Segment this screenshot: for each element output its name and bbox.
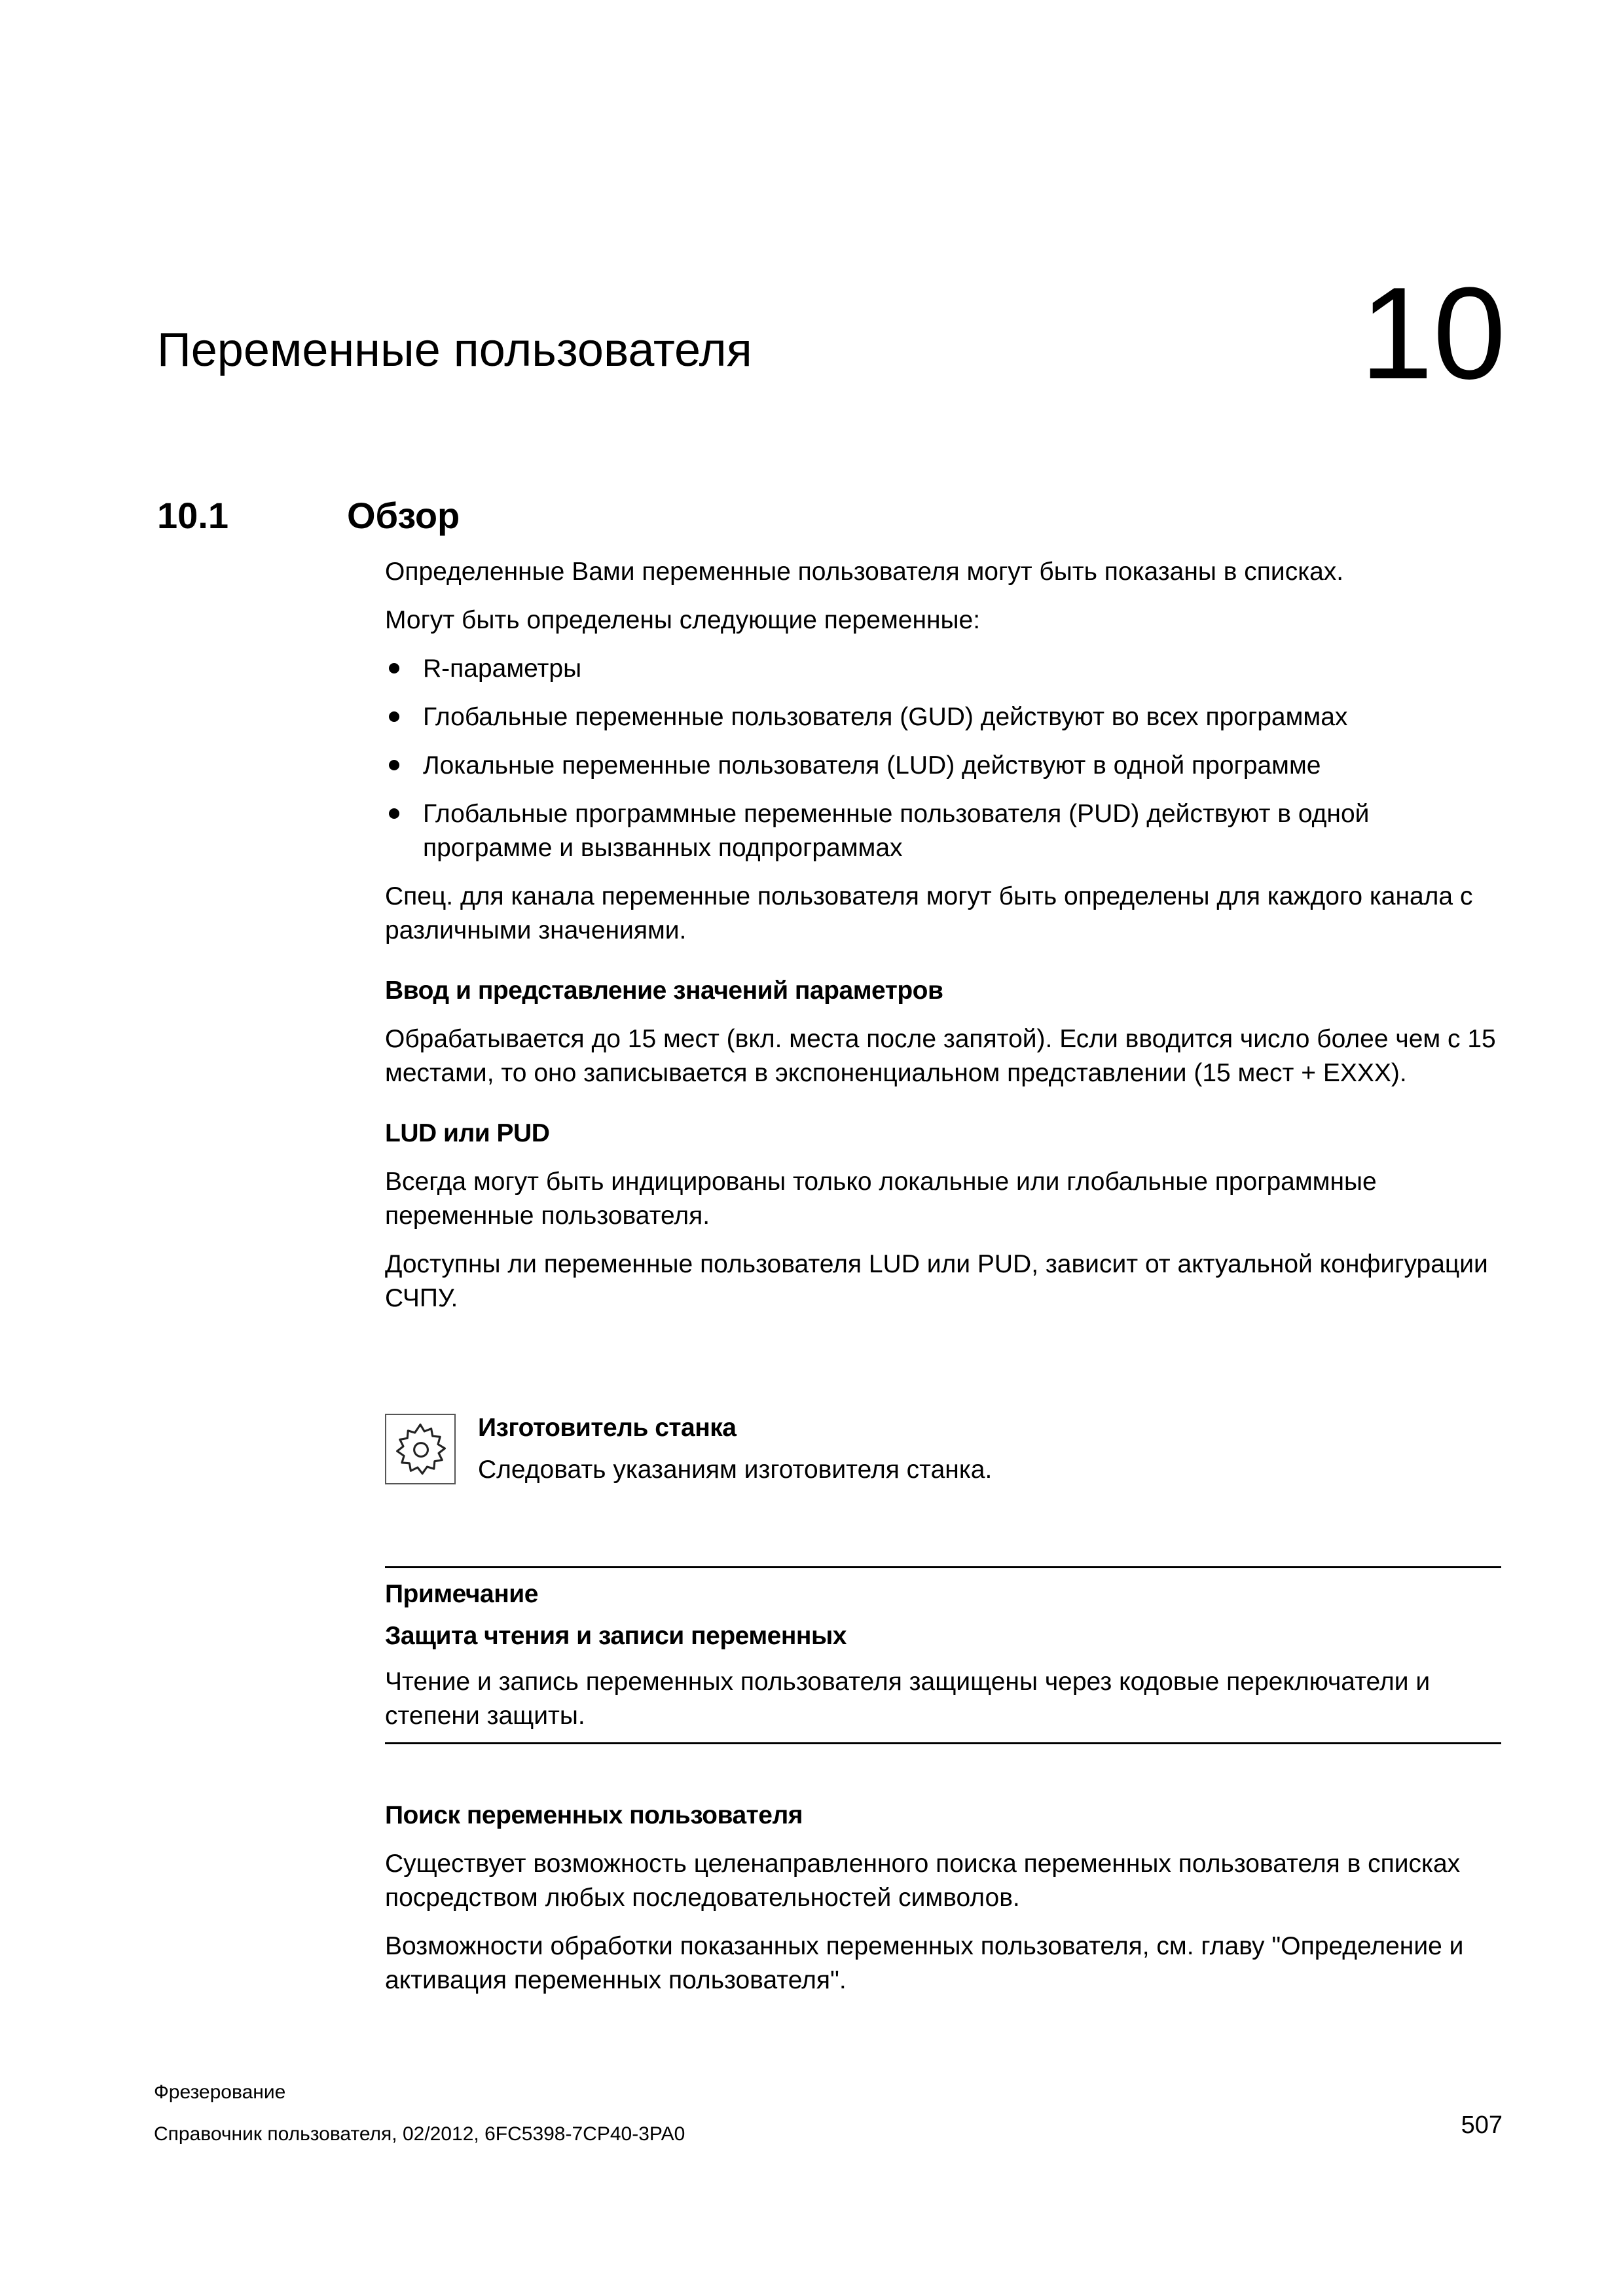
manufacturer-text xyxy=(478,1407,992,1491)
search-paragraph: Существует возможность целенаправленного поиска переменных пользователя в списках посредством любых последовательностей символов. xyxy=(385,1850,1461,1912)
note-box xyxy=(385,1566,1501,1744)
list-item: R-параметры xyxy=(385,652,1501,686)
input-heading: Ввод и представление значений параметров xyxy=(385,977,943,1005)
note-heading: Защита чтения и записи переменных xyxy=(385,1622,847,1650)
intro-paragraph: Могут быть определены следующие переменные: xyxy=(385,606,981,634)
bullet-icon xyxy=(389,760,399,770)
channel-paragraph: Спец. для канала переменные пользователя могут быть определены для каждого канала с различными значениями. xyxy=(385,882,1473,944)
manufacturer-heading: Изготовитель станка xyxy=(478,1414,737,1442)
gear-icon xyxy=(385,1414,456,1484)
list-item: Глобальные переменные пользователя (GUD) действуют во всех программах xyxy=(385,700,1501,734)
section-number: 10.1 xyxy=(157,495,228,536)
input-paragraph: Обрабатывается до 15 мест (вкл. места после запятой). Если вводится число более чем с 15 местами, то оно записывается в экспоненциальном представлении (15 мест + EXXX). xyxy=(385,1025,1496,1087)
intro-paragraph: Определенные Вами переменные пользователя могут быть показаны в списках. xyxy=(385,558,1344,586)
search-section xyxy=(385,1799,1501,1998)
footer-manual-info: Справочник пользователя, 02/2012, 6FC5398-7CP40-3PA0 xyxy=(154,2123,685,2145)
bullet-icon xyxy=(389,808,399,819)
variable-types-list xyxy=(385,652,1501,865)
lud-paragraph: Всегда могут быть индицированы только локальные или глобальные программные переменные пользователя. xyxy=(385,1168,1377,1230)
lud-paragraph: Доступны ли переменные пользователя LUD или PUD, зависит от актуальной конфигурации СЧПУ. xyxy=(385,1250,1488,1312)
footer-product: Фрезерование xyxy=(154,2081,286,2103)
note-text: Чтение и запись переменных пользователя защищены через кодовые переключатели и степени защиты. xyxy=(385,1668,1431,1730)
chapter-title: Переменные пользователя xyxy=(157,324,752,376)
bullet-icon xyxy=(389,711,399,722)
search-paragraph: Возможности обработки показанных переменных пользователя, см. главу "Определение и активация переменных пользователя". xyxy=(385,1932,1464,1994)
lud-pud-heading: LUD или PUD xyxy=(385,1119,550,1147)
page-number: 507 xyxy=(1461,2111,1503,2139)
list-item: Локальные переменные пользователя (LUD) действуют в одной программе xyxy=(385,749,1501,783)
bullet-icon xyxy=(389,663,399,673)
list-item: Глобальные программные переменные пользователя (PUD) действуют в одной программе и вызванных подпрограммах xyxy=(385,797,1501,865)
note-label: Примечание xyxy=(385,1580,538,1608)
manufacturer-note xyxy=(385,1407,1501,1492)
section-title: Обзор xyxy=(347,495,460,536)
page-footer xyxy=(154,2072,1503,2155)
chapter-number: 10 xyxy=(1360,260,1506,406)
body-content xyxy=(385,555,1501,1316)
search-heading: Поиск переменных пользователя xyxy=(385,1801,803,1829)
manufacturer-instruction: Следовать указаниям изготовителя станка. xyxy=(478,1456,993,1484)
